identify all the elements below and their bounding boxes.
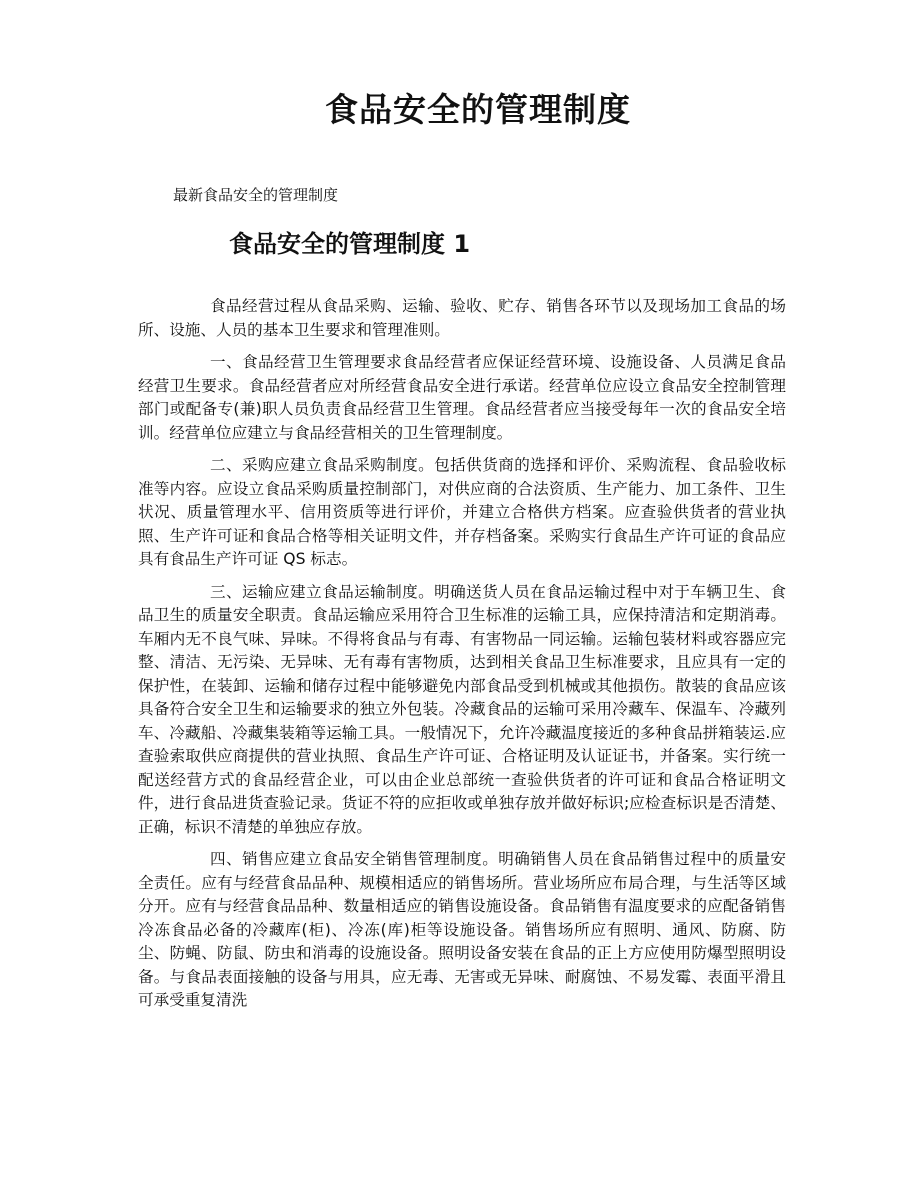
section-title: 食品安全的管理制度 1 xyxy=(229,230,471,258)
document-title: 食品安全的管理制度 xyxy=(325,90,631,129)
document-subtitle: 最新食品安全的管理制度 xyxy=(173,186,339,204)
document-body xyxy=(138,295,786,1022)
paragraph-sales: 四、销售应建立食品安全销售管理制度。明确销售人员在食品销售过程中的质量安全责任。应有与经营食品品种、规模相适应的销售场所。营业场所应布局合理，与生活等区域分开。应有与经营食品品种、数量相适应的销售设施设备。食品销售有温度要求的应配备销售冷冻食品必备的冷藏库(柜)、冷冻(库)柜等设施设备。销售场所应有照明、通风、防腐、防尘、防蝇、防鼠、防虫和消毒的设施设备。照明设备安装在食品的正上方应使用防爆型照明设备。与食品表面接触的设备与用具，应无毒、无害或无异味、耐腐蚀、不易发霉、表面平滑且可承受重复清洗 xyxy=(138,850,786,1009)
paragraph-purchasing: 二、采购应建立食品采购制度。包括供货商的选择和评价、采购流程、食品验收标准等内容。应设立食品采购质量控制部门，对供应商的合法资质、生产能力、加工条件、卫生状况、质量管理水平、信用资质等进行评价，并建立合格供方档案。应查验供货者的营业执照、生产许可证和食品合格等相关证明文件，并存档备案。采购实行食品生产许可证的食品应具有食品生产许可证 QS 标志。 xyxy=(138,456,786,568)
paragraph-transport: 三、运输应建立食品运输制度。明确送货人员在食品运输过程中对于车辆卫生、食品卫生的质量安全职责。食品运输应采用符合卫生标准的运输工具，应保持清洁和定期消毒。车厢内无不良气味、异味。不得将食品与有毒、有害物品一同运输。运输包装材料或容器应完整、清洁、无污染、无异味、无有毒有害物质，达到相关食品卫生标准要求，且应具有一定的保护性，在装卸、运输和储存过程中能够避免内部食品受到机械或其他损伤。散装的食品应该具备符合安全卫生和运输要求的独立外包装。冷藏食品的运输可采用冷藏车、保温车、冷藏列车、冷藏船、冷藏集装箱等运输工具。一般情况下，允许冷藏温度接近的多种食品拼箱装运.应查验索取供应商提供的营业执照、食品生产许可证、合格证明及认证证书，并备案。实行统一配送经营方式的食品经营企业，可以由企业总部统一查验供货者的许可证和食品合格证明文件，进行食品进货查验记录。货证不符的应拒收或单独存放并做好标识;应检查标识是否清楚、正确，标识不清楚的单独应存放。 xyxy=(138,582,786,836)
paragraph-management: 一、食品经营卫生管理要求食品经营者应保证经营环境、设施设备、人员满足食品经营卫生要求。食品经营者应对所经营食品安全进行承诺。经营单位应设立食品安全控制管理部门或配备专(兼)职人员负责食品经营卫生管理。食品经营者应当接受每年一次的食品安全培训。经营单位应建立与食品经营相关的卫生管理制度。 xyxy=(138,353,786,442)
paragraph-intro: 食品经营过程从食品采购、运输、验收、贮存、销售各环节以及现场加工食品的场所、设施、人员的基本卫生要求和管理准则。 xyxy=(138,297,786,339)
